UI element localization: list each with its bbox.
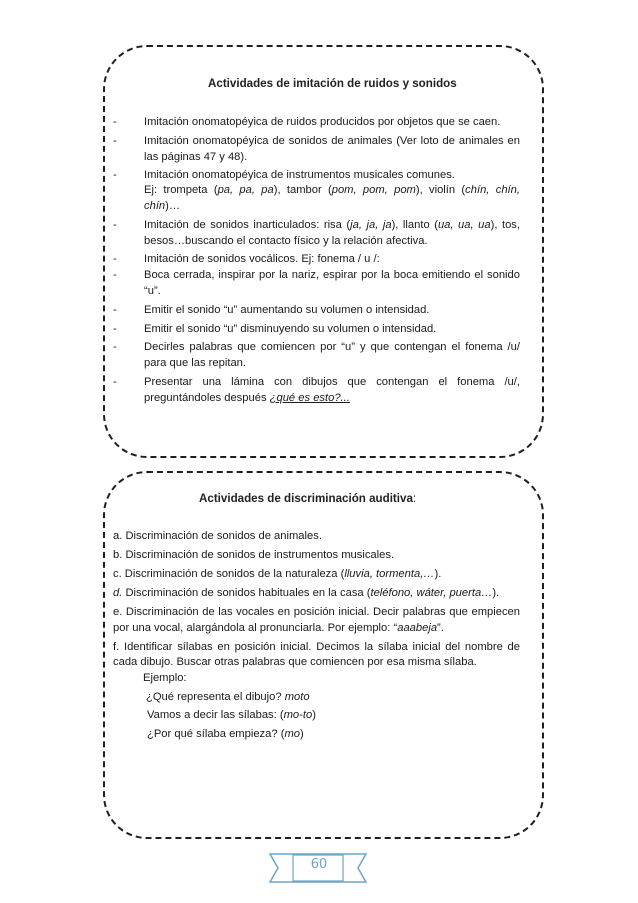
list-item: - Imitación de sonidos inarticulados: risa (ja, ja, ja), llanto (ua, ua, ua), tos, besos…buscando el contacto físico y la relación afectiva.: [113, 218, 520, 247]
list-item: - Imitación de sonidos vocálicos. Ej: fonema / u /:: [113, 253, 380, 266]
list-item: - Imitación onomatopéyica de sonidos de animales (Ver loto de animales en las páginas 47 y 48).: [113, 134, 520, 163]
list-item: - Boca cerrada, inspirar por la nariz, espirar por la boca emitiendo el sonido “u”.: [113, 269, 520, 297]
imitation-section-title: Actividades de imitación de ruidos y sonidos: [208, 77, 457, 90]
example-question-2: Vamos a decir las sílabas: (mo-to): [147, 709, 316, 722]
activity-a: a. Discriminación de sonidos de animales.: [113, 530, 322, 542]
activity-d: d. Discriminación de sonidos habituales en la casa (teléfono, wáter, puerta…).: [113, 586, 500, 599]
list-item: - Presentar una lámina con dibujos que contengan el fonema /u/, preguntándoles después ¿qué es esto?...: [113, 375, 520, 404]
page-number: 60: [310, 857, 328, 872]
activity-c: c. Discriminación de sonidos de la naturaleza (lluvia, tormenta,…).: [113, 567, 442, 580]
activity-f: f. Identificar sílabas en posición inicial. Decimos la sílaba inicial del nombre de cada dibujo. Buscar otras palabras que comiencen por esa misma sílaba.: [113, 640, 520, 669]
example-question-1: ¿Qué representa el dibujo? moto: [146, 690, 310, 703]
list-item: - Emitir el sonido “u” aumentando su volumen o intensidad.: [113, 303, 430, 316]
instrument-example: Ej: trompeta (pa, pa, pa), tambor (pom, pom, pom), violín (chín, chín, chín)…: [144, 184, 520, 212]
example-label: Ejemplo:: [143, 671, 187, 684]
list-item: - Imitación onomatopéyica de instrumentos musicales comunes.: [113, 169, 455, 182]
list-item: - Imitación onomatopéyica de ruidos producidos por objetos que se caen.: [113, 116, 501, 128]
discrimination-activities-list: [113, 529, 520, 743]
activity-b: b. Discriminación de sonidos de instrumentos musicales.: [113, 548, 395, 561]
discrimination-section-title: Actividades de discriminación auditiva:: [199, 492, 417, 505]
example-question-3: ¿Por qué sílaba empieza? (mo): [147, 727, 304, 740]
list-item: - Decirles palabras que comiencen por “u” y que contengan el fonema /u/ para que las repitan.: [113, 341, 520, 370]
imitation-activities-list: [113, 115, 520, 410]
list-item: - Emitir el sonido “u” disminuyendo su volumen o intensidad.: [113, 322, 437, 335]
activity-e: e. Discriminación de las vocales en posición inicial. Decir palabras que empiecen por una vocal, alargándola al pronunciarla. Por ejemplo: “aaabeja”.: [113, 605, 520, 634]
